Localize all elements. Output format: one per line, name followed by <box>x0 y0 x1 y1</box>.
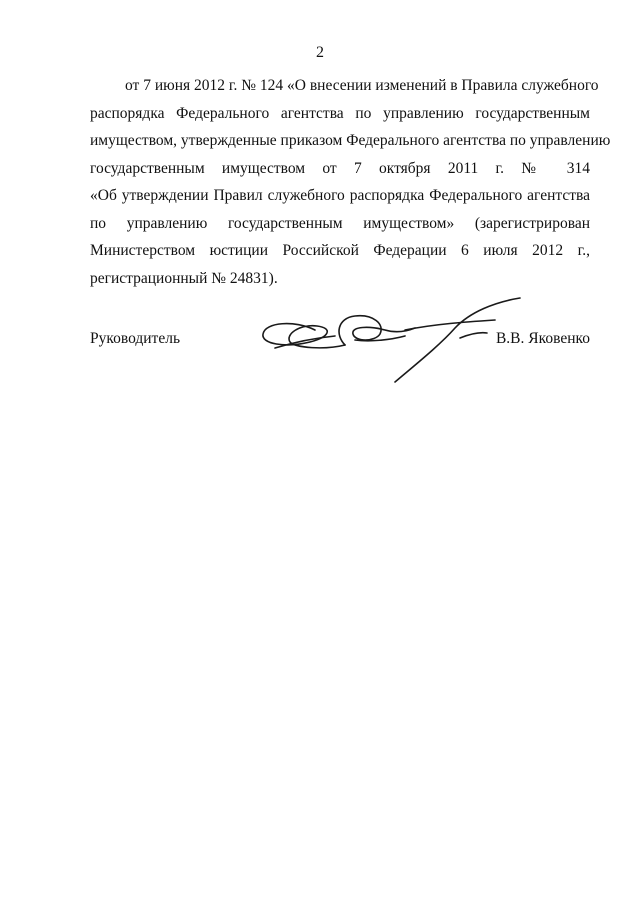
signatory-title: Руководитель <box>90 330 181 347</box>
signature-block <box>90 330 590 354</box>
body-line: регистрационный № 24831). <box>90 269 278 287</box>
body-line: государственным имуществом от 7 октября 2011 г. № 314 <box>90 159 590 177</box>
body-line: Министерством юстиции Российской Федерации 6 июля 2012 г., <box>90 242 590 259</box>
body-line: по управлению государственным имуществом» (зарегистрирован <box>90 214 590 232</box>
page-number: 2 <box>316 44 324 61</box>
body-line: «Об утверждении Правил служебного распорядка Федерального агентства <box>90 187 590 204</box>
body-line: имуществом, утвержденные приказом Федерального агентства по управлению <box>90 132 611 149</box>
body-line: от 7 июня 2012 г. № 124 «О внесении изменений в Правила служебного <box>125 77 599 94</box>
body-paragraph <box>90 72 611 292</box>
body-line: распорядка Федерального агентства по управлению государственным <box>90 104 590 122</box>
signatory-name: В.В. Яковенко <box>495 330 590 347</box>
